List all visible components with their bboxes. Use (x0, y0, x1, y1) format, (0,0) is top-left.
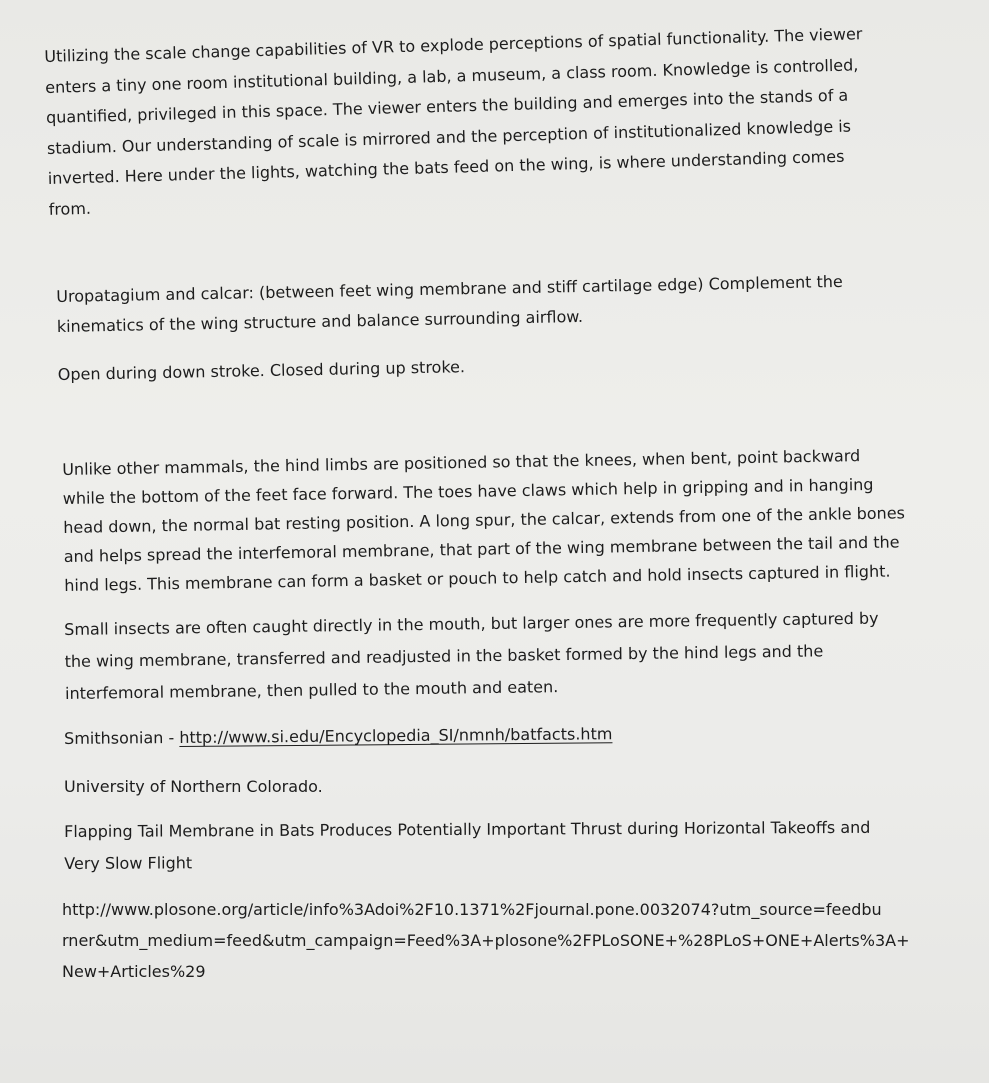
text-line: inverted. Here under the lights, watching the bats feed on the wing, is where understanding comes (47, 146, 845, 188)
text-line: quantified, privileged in this space. The viewer enters the building and emerges into the stands of a (45, 85, 849, 127)
unc-reference (64, 772, 954, 802)
text-line: kinematics of the wing structure and balance surrounding airflow. (56, 306, 584, 336)
intro-paragraph (44, 17, 929, 224)
text-line: from. (48, 198, 92, 219)
unc-text: University of Northern Colorado. (64, 777, 323, 796)
smithsonian-label: Smithsonian - (64, 727, 180, 748)
text-line: enters a tiny one room institutional building, a lab, a museum, a class room. Knowledge is controlled, (44, 54, 859, 97)
text-line: Small insects are often caught directly in the mouth, but larger ones are more frequently captured by (64, 608, 879, 639)
text-line: head down, the normal bat resting position. A long spur, the calcar, extends from one of the ankle bones (63, 503, 906, 537)
plos-url (62, 894, 962, 987)
smithsonian-link[interactable]: http://www.si.edu/Encyclopedia_SI/nmnh/batfacts.htm (179, 724, 613, 747)
insects-paragraph (64, 602, 945, 710)
text-line: while the bottom of the feet face forward. The toes have claws which help in gripping and in hanging (62, 474, 874, 508)
text-line: Uropatagium and calcar: (between feet wing membrane and stiff cartilage edge) Complement the (56, 271, 843, 306)
hind-limbs-paragraph (62, 440, 944, 600)
text-line: the wing membrane, transferred and readjusted in the basket formed by the hind legs and the (64, 641, 824, 671)
uropatagium-section (56, 265, 938, 390)
text-line: Unlike other mammals, the hind limbs are positioned so that the knees, when bent, point backward (62, 446, 861, 479)
smithsonian-reference (64, 716, 954, 754)
text-line: interfemoral membrane, then pulled to the mouth and eaten. (64, 677, 559, 703)
text-line: stadium. Our understanding of scale is mirrored and the perception of institutionalized knowledge is (46, 116, 852, 158)
text-line: and helps spread the interfemoral membrane, that part of the wing membrane between the tail and the (63, 532, 900, 566)
flapping-reference (64, 811, 944, 880)
url-line: http://www.plosone.org/article/info%3Adoi%2F10.1371%2Fjournal.pone.0032074?utm_source=feedbu (62, 900, 882, 919)
text-line: Utilizing the scale change capabilities of VR to explode perceptions of spatial functionality. The viewer (44, 24, 863, 66)
text-line: Flapping Tail Membrane in Bats Produces Potentially Important Thrust during Horizontal Takeoffs and (64, 817, 871, 841)
url-line: New+Articles%29 (62, 962, 206, 981)
url-line: rner&utm_medium=feed&utm_campaign=Feed%3A+plosone%2FPLoSONE+%28PLoS+ONE+Alerts%3A+ (62, 931, 910, 950)
stroke-note: Open during down stroke. Closed during up stroke. (57, 357, 466, 384)
text-line: hind legs. This membrane can form a basket or pouch to help catch and hold insects captured in flight. (64, 561, 891, 595)
text-line: Very Slow Flight (64, 853, 193, 873)
smithsonian-line (64, 716, 954, 754)
